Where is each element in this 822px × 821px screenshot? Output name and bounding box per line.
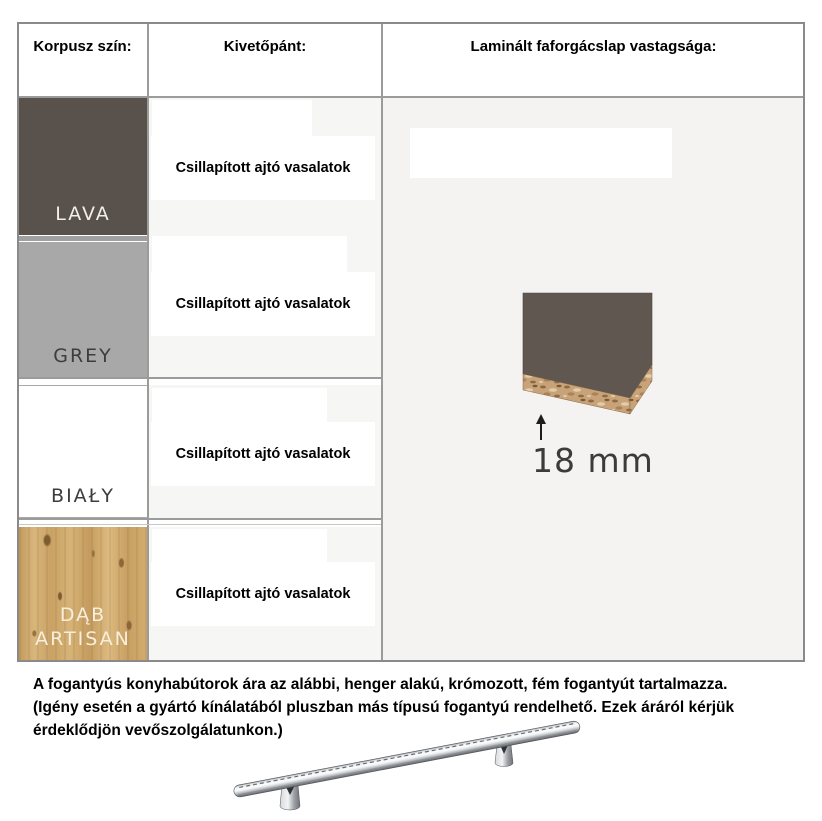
swatch-grey-label: GREY: [53, 345, 113, 367]
grid-vline-1: [147, 22, 149, 662]
footer-note-line3: érdeklődjön vevőszolgálatunkon.): [33, 722, 283, 739]
swatch-bialy: [18, 385, 148, 518]
chipboard-panel-image: [515, 286, 660, 456]
grid-hline-header: [17, 96, 805, 98]
hinge-text-lava: Csillapított ajtó vasalatok: [151, 136, 375, 200]
swatch-lava-label: LAVA: [55, 203, 111, 225]
handle-bar: [233, 720, 581, 798]
header-vastagsag-label: Laminált faforgácslap vastagsága:: [470, 38, 717, 55]
white-patch-3: [152, 388, 327, 424]
hinge-text-bialy: Csillapított ajtó vasalatok: [151, 422, 375, 486]
grid-hline-dab-top: [17, 524, 381, 525]
white-patch-thickness: [410, 128, 672, 178]
header-cell-vastagsag: [382, 22, 805, 96]
hinge-text-dab: Csillapított ajtó vasalatok: [151, 562, 375, 626]
grid-hline-bialy-dab: [17, 518, 381, 520]
thickness-value: 18 mm: [532, 441, 654, 480]
white-patch-2: [152, 236, 347, 274]
header-cell-korpusz: [17, 22, 148, 96]
thickness-arrow-icon: [536, 414, 546, 440]
header-kivetopant-label: Kivetőpánt:: [223, 38, 307, 55]
header-korpusz-label: Korpusz szín:: [33, 38, 132, 55]
swatch-dab-artisan: [19, 527, 147, 660]
lava-grey-divider: [17, 236, 148, 241]
swatch-lava: [19, 98, 147, 235]
handle-foot-right: [495, 745, 513, 767]
white-patch-4: [152, 529, 327, 564]
header-cell-kivetopant: [148, 22, 382, 96]
chrome-handle-image: [218, 706, 598, 818]
swatch-grey: [19, 242, 147, 377]
swatch-bialy-label: BIAŁY: [51, 485, 115, 507]
grid-vline-2: [381, 22, 383, 662]
footer-note-line1: A fogantyús konyhabútorok ára az alábbi, henger alakú, krómozott, fém fogantyút tartalmazza.: [33, 676, 728, 693]
footer-note-line2: (Igény esetén a gyártó kínálatából pluszban más típusú fogantyú rendelhető. Ezek áráról kérjük: [33, 699, 735, 716]
grid-hline-grey-bialy: [17, 377, 381, 379]
swatch-dab-artisan-label: DĄB ARTISAN: [35, 604, 131, 650]
white-patch-1: [152, 100, 312, 138]
hinge-text-grey: Csillapított ajtó vasalatok: [151, 272, 375, 336]
